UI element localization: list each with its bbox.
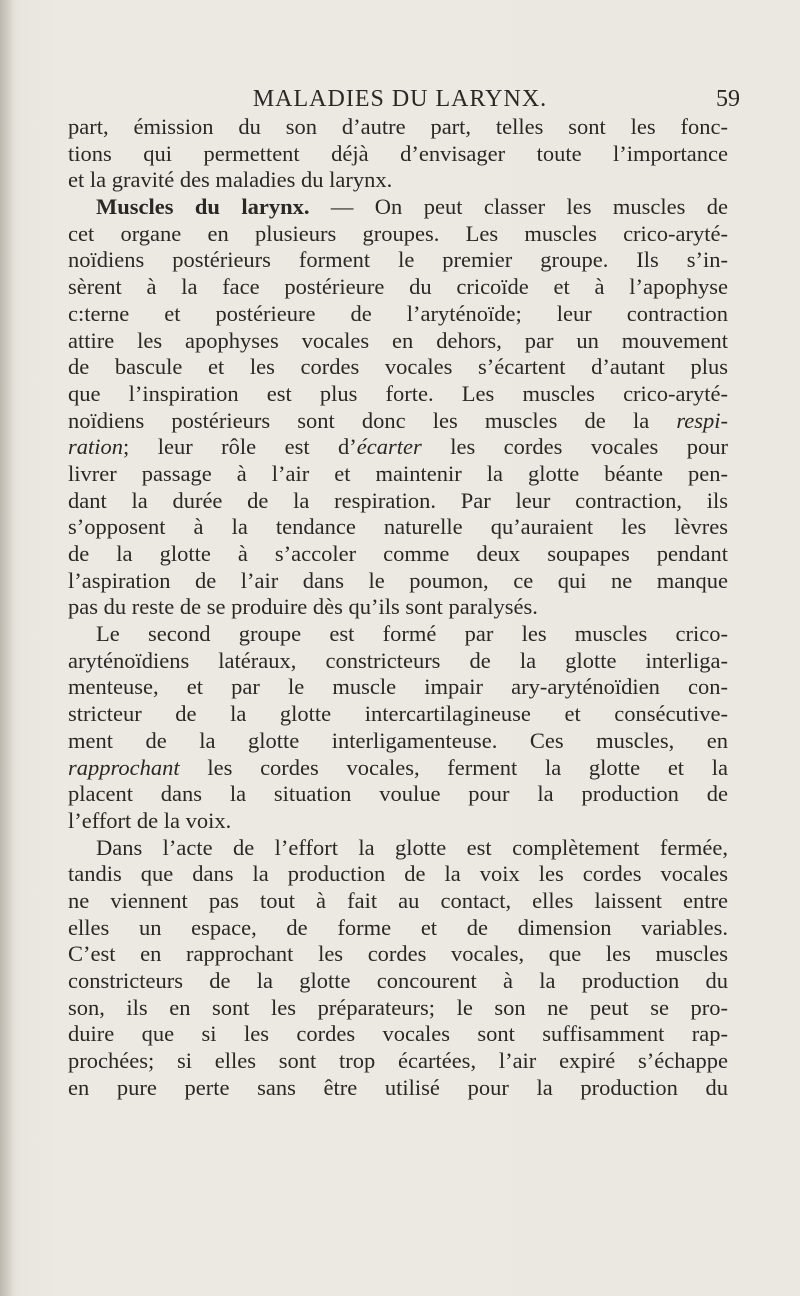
text-line: aryténoïdiens latéraux, constricteurs de la glotte interliga- — [68, 647, 728, 673]
text-line — [68, 755, 728, 782]
text-line: Dans l’acte de l’effort la glotte est complètement fermée, — [96, 834, 728, 860]
text-line: elles un espace, de forme et de dimension variables. — [68, 914, 728, 940]
text-line — [68, 408, 728, 435]
text-line: part, émission du son d’autre part, telles sont les fonc- — [68, 114, 728, 139]
section-heading: Muscles du larynx. — [96, 194, 310, 220]
running-title: MALADIES DU LARYNX. — [252, 86, 548, 112]
text-line: son, ils en sont les préparateurs; le son ne peut se pro- — [68, 994, 728, 1020]
text-line: C’est en rapprochant les cordes vocales, que les muscles — [68, 941, 728, 967]
italic-term: rapprochant — [68, 754, 180, 780]
text-line: placent dans la situation voulue pour la production de — [68, 781, 728, 807]
text-line: pas du reste de se produire dès qu’ils sont paralysés. — [68, 594, 538, 620]
text-line: sèrent à la face postérieure du cricoïde et à l’apophyse — [68, 274, 728, 300]
body-text — [68, 114, 728, 1101]
text-line: Le second groupe est formé par les muscles crico- — [96, 621, 728, 647]
text-line: de la glotte à s’accoler comme deux soupapes pendant — [68, 541, 728, 566]
text-line: en pure perte sans être utilisé pour la production du — [68, 1074, 728, 1100]
text-line: ment de la glotte interligamenteuse. Ces muscles, en — [68, 727, 728, 753]
text-line: menteuse, et par le muscle impair ary-aryténoïdien con- — [68, 674, 728, 700]
text-line: prochées; si elles sont trop écartées, l’air expiré s’échappe — [68, 1048, 728, 1074]
text-span: ; leur rôle est d’ — [123, 434, 357, 460]
text-line — [68, 434, 728, 461]
italic-term: écarter — [356, 434, 422, 460]
text-line: attire les apophyses vocales en dehors, par un mouvement — [68, 327, 728, 353]
text-line: ne viennent pas tout à fait au contact, elles laissent entre — [68, 887, 728, 913]
text-line: stricteur de la glotte intercartilagineuse et consécutive- — [68, 701, 728, 727]
text-line: cet organe en plusieurs groupes. Les muscles crico-aryté- — [68, 220, 728, 246]
text-line: tions qui permettent déjà d’envisager toute l’importance — [68, 140, 728, 166]
text-line: duire que si les cordes vocales sont suffisamment rap- — [68, 1021, 728, 1047]
text-line: et la gravité des maladies du larynx. — [68, 167, 393, 193]
text-line: dant la durée de la respiration. Par leur contraction, ils — [68, 487, 728, 513]
italic-term: respi- — [676, 407, 729, 433]
text-line: l’aspiration de l’air dans le poumon, ce qui ne manque — [68, 567, 728, 593]
text-span: les cordes vocales, ferment la glotte et la — [207, 754, 728, 780]
text-line: s’opposent à la tendance naturelle qu’auraient les lèvres — [68, 514, 728, 540]
text-line: que l’inspiration est plus forte. Les muscles crico-aryté- — [68, 380, 728, 406]
italic-term: ration — [68, 434, 124, 460]
text-span: noïdiens postérieurs sont donc les muscles de la — [68, 407, 650, 433]
text-line: constricteurs de la glotte concourent à la production du — [68, 968, 728, 993]
text-line: c:terne et postérieure de l’aryténoïde; leur contraction — [68, 300, 728, 326]
gutter-shadow — [0, 0, 14, 1296]
running-head — [60, 86, 740, 116]
text-line: livrer passage à l’air et maintenir la glotte béante pen- — [68, 460, 728, 486]
text-span: les cordes vocales pour — [450, 434, 728, 460]
text-line: noïdiens postérieurs forment le premier groupe. Ils s’in- — [68, 247, 728, 273]
text-line: l’effort de la voix. — [68, 807, 232, 833]
text-line — [68, 194, 728, 221]
page-number: 59 — [716, 86, 740, 112]
text-span: — On peut classer les muscles de — [330, 194, 729, 220]
text-line: tandis que dans la production de la voix les cordes vocales — [68, 861, 728, 887]
text-line: de bascule et les cordes vocales s’écartent d’autant plus — [68, 354, 728, 380]
